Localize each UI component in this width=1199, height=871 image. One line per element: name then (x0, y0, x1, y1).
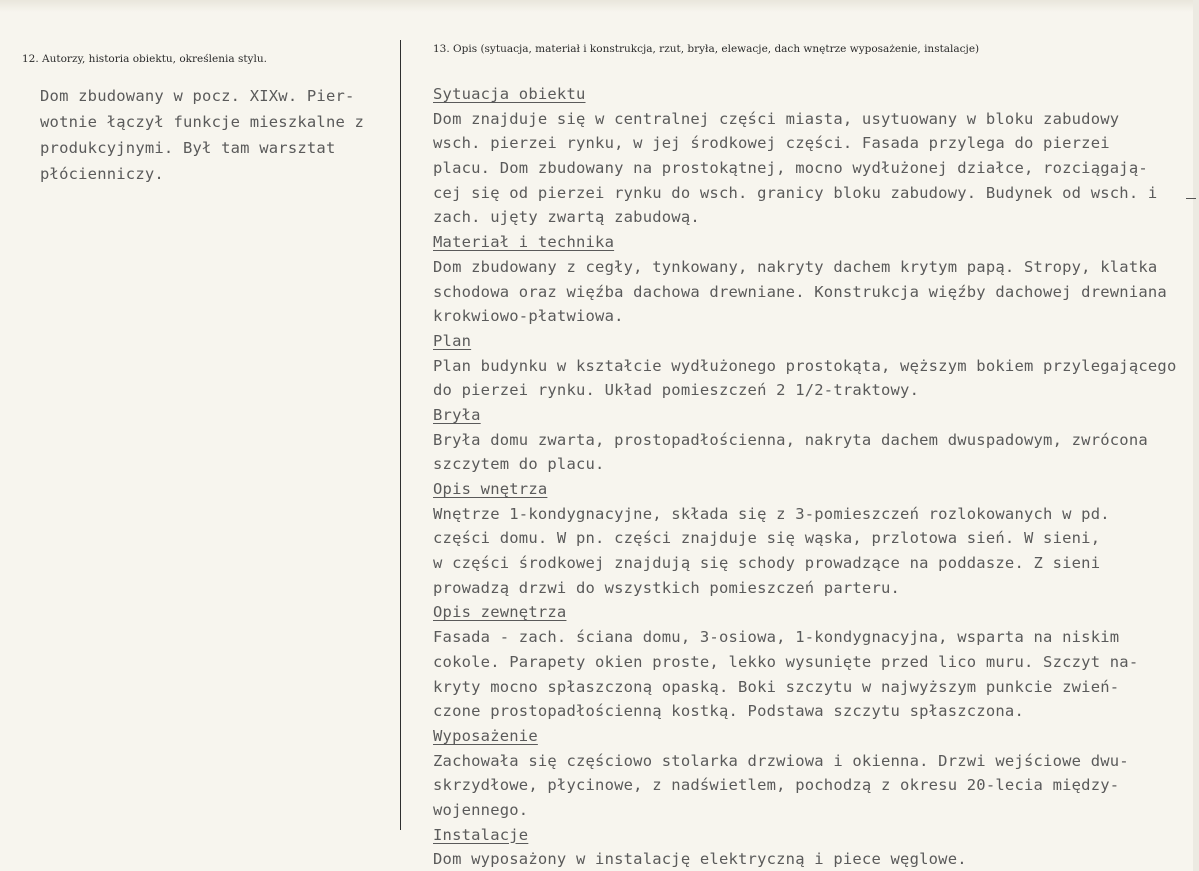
description-line: wojennego. (433, 800, 529, 819)
description-line: Dom wyposażony w instalację elektryczną i piece węglowe. (433, 850, 967, 869)
description-line: cokole. Parapety okien proste, lekko wysunięte przed lico muru. Szczyt na- (433, 652, 1139, 671)
section-heading-sytuacja: Sytuacja obiektu (433, 85, 586, 103)
section-heading-material: Materiał i technika (433, 233, 615, 252)
description-line: Wnętrze 1-kondygnacyjne, składa się z 3-pomieszczeń rozlokowanych w pd. (433, 504, 1110, 523)
history-line: produkcyjnymi. Był tam warsztat (40, 139, 336, 157)
column-divider (400, 40, 401, 830)
section-heading-zewnetrze: Opis zewnętrza (433, 603, 567, 622)
description-line: Dom znajduje się w centralnej części miasta, usytuowany w bloku zabudowy (433, 109, 1120, 128)
description-line: Zachowała się częściowo stolarka drzwiowa i okienna. Drzwi wejściowe dwu- (433, 751, 1129, 770)
section-heading-plan: Plan (433, 331, 472, 350)
section-heading-bryla: Bryła (433, 405, 481, 424)
description-line: schodowa oraz więźba dachowa drewniane. Konstrukcja więźby dachowej drewniana (433, 282, 1167, 301)
description-line: skrzydłowe, płycinowe, z nadświetlem, pochodzą z okresu 20-lecia między- (433, 776, 1120, 795)
description-text (433, 82, 1193, 871)
description-line: w części środkowej znajdują się schody prowadzące na poddasze. Z sieni (433, 554, 1101, 573)
description-line: wsch. pierzei rynku, w jej środkowej części. Fasada przylega do pierzei (433, 134, 1110, 153)
description-line: Fasada - zach. ściana domu, 3-osiowa, 1-kondygnacyjna, wsparta na niskim (433, 628, 1120, 647)
description-line: prowadzą drzwi do wszystkich pomieszczeń parteru. (433, 578, 901, 597)
history-line: płócienniczy. (40, 165, 164, 183)
description-line: części domu. W pn. części znajduje się wąska, przlotowa sień. W sieni, (433, 529, 1101, 548)
field-13-header: 13. Opis (sytuacja, materiał i konstrukcja, rzut, bryła, elewacje, dach wnętrze wyposażenie, instalacje) (433, 43, 980, 55)
description-line: zach. ujęty zwartą zabudową. (433, 208, 700, 227)
description-line: Dom zbudowany z cegły, tynkowany, nakryty dachem krytym papą. Stropy, klatka (433, 257, 1158, 276)
history-line: wotnie łączył funkcje mieszkalne z (40, 113, 365, 131)
section-heading-wnetrze: Opis wnętrza (433, 480, 548, 498)
description-line: cej się od pierzei rynku do wsch. granicy bloku zabudowy. Budynek od wsch. i (433, 183, 1158, 202)
paper-top-band (0, 0, 1199, 12)
description-line: do pierzei rynku. Układ pomieszczeń 2 1/2-traktowy. (433, 381, 920, 400)
history-line: Dom zbudowany w pocz. XIXw. Pier- (40, 87, 355, 105)
description-line: czone prostopadłościenną kostką. Podstawa szczytu spłaszczona. (433, 702, 1024, 721)
section-heading-instalacje: Instalacje (433, 825, 529, 844)
description-line: Bryła domu zwarta, prostopadłościenna, nakryta dachem dwuspadowym, zwrócona (433, 430, 1148, 449)
description-line: krokwiowo-płatwiowa. (433, 307, 624, 326)
section-heading-wyposazenie: Wyposażenie (433, 726, 538, 745)
description-line: szczytem do placu. (433, 455, 605, 474)
history-text (40, 83, 385, 187)
description-line: placu. Dom zbudowany na prostokątnej, mocno wydłużonej działce, rozciągają- (433, 159, 1148, 178)
paper-right-edge (1193, 0, 1199, 871)
field-12-header: 12. Autorzy, historia obiektu, określenia stylu. (22, 53, 267, 65)
description-line: Plan budynku w kształcie wydłużonego prostokąta, węższym bokiem przylegającego (433, 356, 1177, 375)
description-line: kryty mocno spłaszczoną opaską. Boki szczytu w najwyższym punkcie zwień- (433, 677, 1120, 696)
